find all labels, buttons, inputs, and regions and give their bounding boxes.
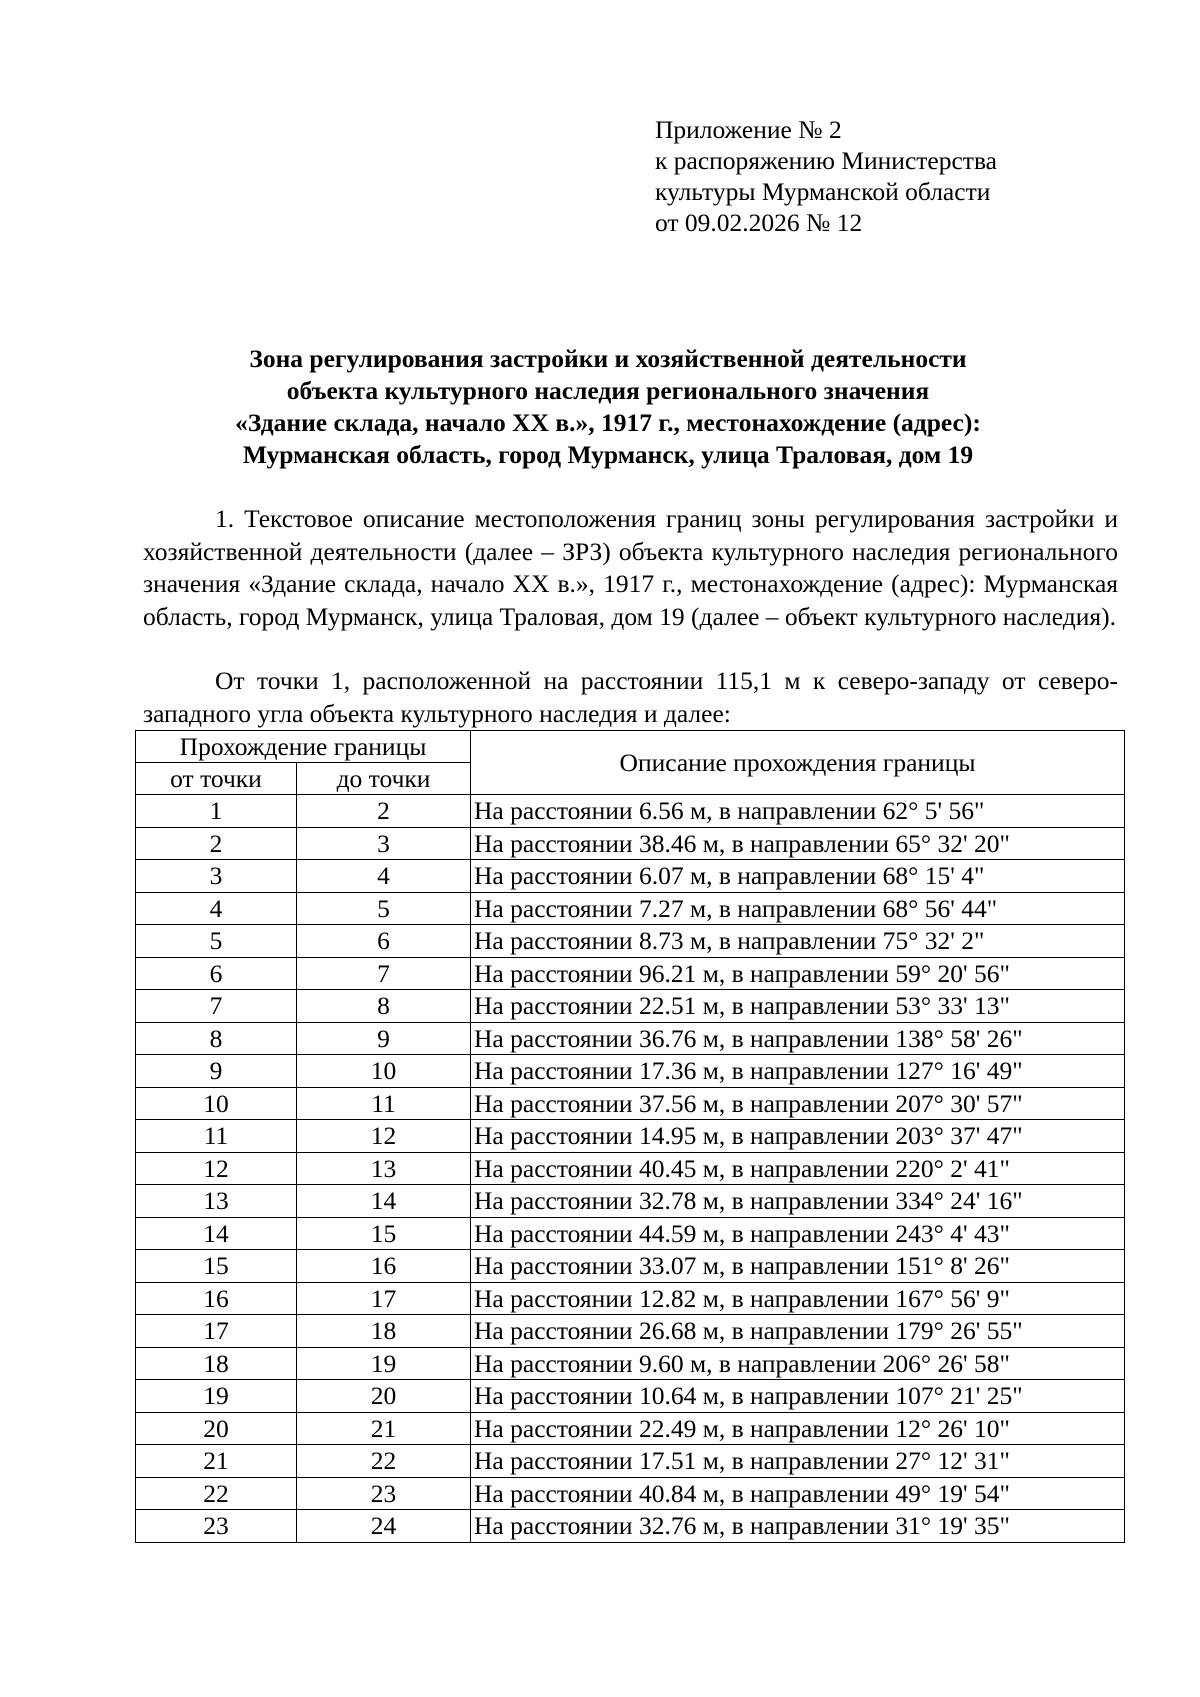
attachment-line-1: Приложение № 2 [655, 115, 842, 144]
table-row [136, 1217, 1125, 1250]
cell-description: На расстоянии 37.56 м, в направлении 207° 30' 57" [471, 1087, 1125, 1120]
cell-from: 7 [136, 990, 297, 1023]
table-row [136, 957, 1125, 990]
table-row [136, 892, 1125, 925]
cell-from: 9 [136, 1055, 297, 1088]
table-row [136, 1315, 1125, 1348]
attachment-line-3: культуры Мурманской области [655, 177, 991, 206]
title-line-4: Мурманская область, город Мурманск, улица Траловая, дом 19 [242, 440, 974, 469]
table-row [136, 1055, 1125, 1088]
cell-from: 17 [136, 1315, 297, 1348]
cell-to: 13 [297, 1152, 471, 1185]
cell-from: 21 [136, 1445, 297, 1478]
cell-to: 12 [297, 1120, 471, 1153]
table-row [136, 1087, 1125, 1120]
header-description: Описание прохождения границы [471, 731, 1125, 795]
cell-to: 10 [297, 1055, 471, 1088]
cell-description: На расстоянии 33.07 м, в направлении 151° 8' 26" [471, 1250, 1125, 1283]
attachment-line-2: к распоряжению Министерства [655, 146, 997, 175]
cell-description: На расстоянии 17.36 м, в направлении 127° 16' 49" [471, 1055, 1125, 1088]
cell-to: 18 [297, 1315, 471, 1348]
table-row [136, 795, 1125, 828]
table-body [136, 795, 1125, 1543]
table-row [136, 1282, 1125, 1315]
cell-to: 8 [297, 990, 471, 1023]
cell-to: 20 [297, 1380, 471, 1413]
cell-description: На расстоянии 40.84 м, в направлении 49° 19' 54" [471, 1477, 1125, 1510]
attachment-header [655, 114, 997, 238]
cell-to: 16 [297, 1250, 471, 1283]
cell-description: На расстоянии 32.78 м, в направлении 334° 24' 16" [471, 1185, 1125, 1218]
cell-from: 3 [136, 860, 297, 893]
cell-description: На расстоянии 8.73 м, в направлении 75° 32' 2" [471, 925, 1125, 958]
cell-description: На расстоянии 17.51 м, в направлении 27° 12' 31" [471, 1445, 1125, 1478]
cell-from: 14 [136, 1217, 297, 1250]
cell-to: 19 [297, 1347, 471, 1380]
cell-to: 7 [297, 957, 471, 990]
table-row [136, 1380, 1125, 1413]
cell-description: На расстоянии 38.46 м, в направлении 65° 32' 20" [471, 827, 1125, 860]
attachment-line-4: от 09.02.2026 № 12 [655, 208, 863, 237]
table-row [136, 1152, 1125, 1185]
cell-to: 4 [297, 860, 471, 893]
table-row [136, 1445, 1125, 1478]
cell-from: 10 [136, 1087, 297, 1120]
cell-to: 6 [297, 925, 471, 958]
document-title [140, 343, 1076, 471]
cell-description: На расстоянии 9.60 м, в направлении 206° 26' 58" [471, 1347, 1125, 1380]
table-row [136, 925, 1125, 958]
title-line-3: «Здание склада, начало XX в.», 1917 г., местонахождение (адрес): [235, 408, 981, 437]
cell-description: На расстоянии 22.49 м, в направлении 12° 26' 10" [471, 1412, 1125, 1445]
cell-description: На расстоянии 40.45 м, в направлении 220° 2' 41" [471, 1152, 1125, 1185]
cell-from: 19 [136, 1380, 297, 1413]
cell-to: 14 [297, 1185, 471, 1218]
cell-to: 2 [297, 795, 471, 828]
table-row [136, 1185, 1125, 1218]
cell-from: 8 [136, 1022, 297, 1055]
table-row [136, 827, 1125, 860]
cell-from: 20 [136, 1412, 297, 1445]
cell-description: На расстоянии 36.76 м, в направлении 138° 58' 26" [471, 1022, 1125, 1055]
boundary-table [135, 730, 1125, 1543]
table-row [136, 1477, 1125, 1510]
cell-description: На расстоянии 14.95 м, в направлении 203° 37' 47" [471, 1120, 1125, 1153]
header-from-point: от точки [136, 763, 297, 795]
title-line-2: объекта культурного наследия регионального значения [286, 376, 930, 405]
cell-description: На расстоянии 6.07 м, в направлении 68° 15' 4" [471, 860, 1125, 893]
header-to-point: до точки [297, 763, 471, 795]
cell-description: На расстоянии 32.76 м, в направлении 31° 19' 35" [471, 1510, 1125, 1543]
cell-description: На расстоянии 22.51 м, в направлении 53° 33' 13" [471, 990, 1125, 1023]
cell-to: 11 [297, 1087, 471, 1120]
cell-description: На расстоянии 6.56 м, в направлении 62° 5' 56" [471, 795, 1125, 828]
table-row [136, 1347, 1125, 1380]
cell-from: 22 [136, 1477, 297, 1510]
header-boundary-passage: Прохождение границы [136, 731, 471, 763]
cell-from: 1 [136, 795, 297, 828]
cell-from: 5 [136, 925, 297, 958]
cell-from: 12 [136, 1152, 297, 1185]
paragraph-text-description: 1. Текстовое описание местоположения границ зоны регулирования застройки и хозяйственной деятельности (далее – ЗРЗ) объекта культурного наследия регионального значения «Здание склада, начало XX в.», 1917 г., местонахождение (адрес): Мурманская область, город Мурманск, улица Траловая, дом 19 (далее – объект культурного наследия). [143, 504, 1118, 631]
cell-to: 24 [297, 1510, 471, 1543]
title-line-1: Зона регулирования застройки и хозяйственной деятельности [249, 344, 967, 373]
table-row [136, 860, 1125, 893]
cell-to: 3 [297, 827, 471, 860]
cell-description: На расстоянии 7.27 м, в направлении 68° 56' 44" [471, 892, 1125, 925]
cell-to: 17 [297, 1282, 471, 1315]
table-row [136, 990, 1125, 1023]
cell-from: 6 [136, 957, 297, 990]
cell-description: На расстоянии 96.21 м, в направлении 59° 20' 56" [471, 957, 1125, 990]
cell-from: 13 [136, 1185, 297, 1218]
table-row [136, 1412, 1125, 1445]
cell-from: 16 [136, 1282, 297, 1315]
cell-description: На расстоянии 12.82 м, в направлении 167° 56' 9" [471, 1282, 1125, 1315]
cell-from: 18 [136, 1347, 297, 1380]
paragraph-start-point: От точки 1, расположенной на расстоянии 115,1 м к северо-западу от северо-западного угла объекта культурного наследия и далее: [143, 666, 1118, 728]
cell-from: 23 [136, 1510, 297, 1543]
table-row [136, 1120, 1125, 1153]
cell-from: 2 [136, 827, 297, 860]
cell-from: 4 [136, 892, 297, 925]
cell-to: 21 [297, 1412, 471, 1445]
table-row [136, 1250, 1125, 1283]
cell-description: На расстоянии 44.59 м, в направлении 243° 4' 43" [471, 1217, 1125, 1250]
cell-to: 23 [297, 1477, 471, 1510]
cell-from: 15 [136, 1250, 297, 1283]
cell-to: 9 [297, 1022, 471, 1055]
cell-to: 5 [297, 892, 471, 925]
cell-to: 22 [297, 1445, 471, 1478]
table-row [136, 1022, 1125, 1055]
cell-from: 11 [136, 1120, 297, 1153]
table-row [136, 1510, 1125, 1543]
cell-description: На расстоянии 10.64 м, в направлении 107° 21' 25" [471, 1380, 1125, 1413]
cell-to: 15 [297, 1217, 471, 1250]
cell-description: На расстоянии 26.68 м, в направлении 179° 26' 55" [471, 1315, 1125, 1348]
